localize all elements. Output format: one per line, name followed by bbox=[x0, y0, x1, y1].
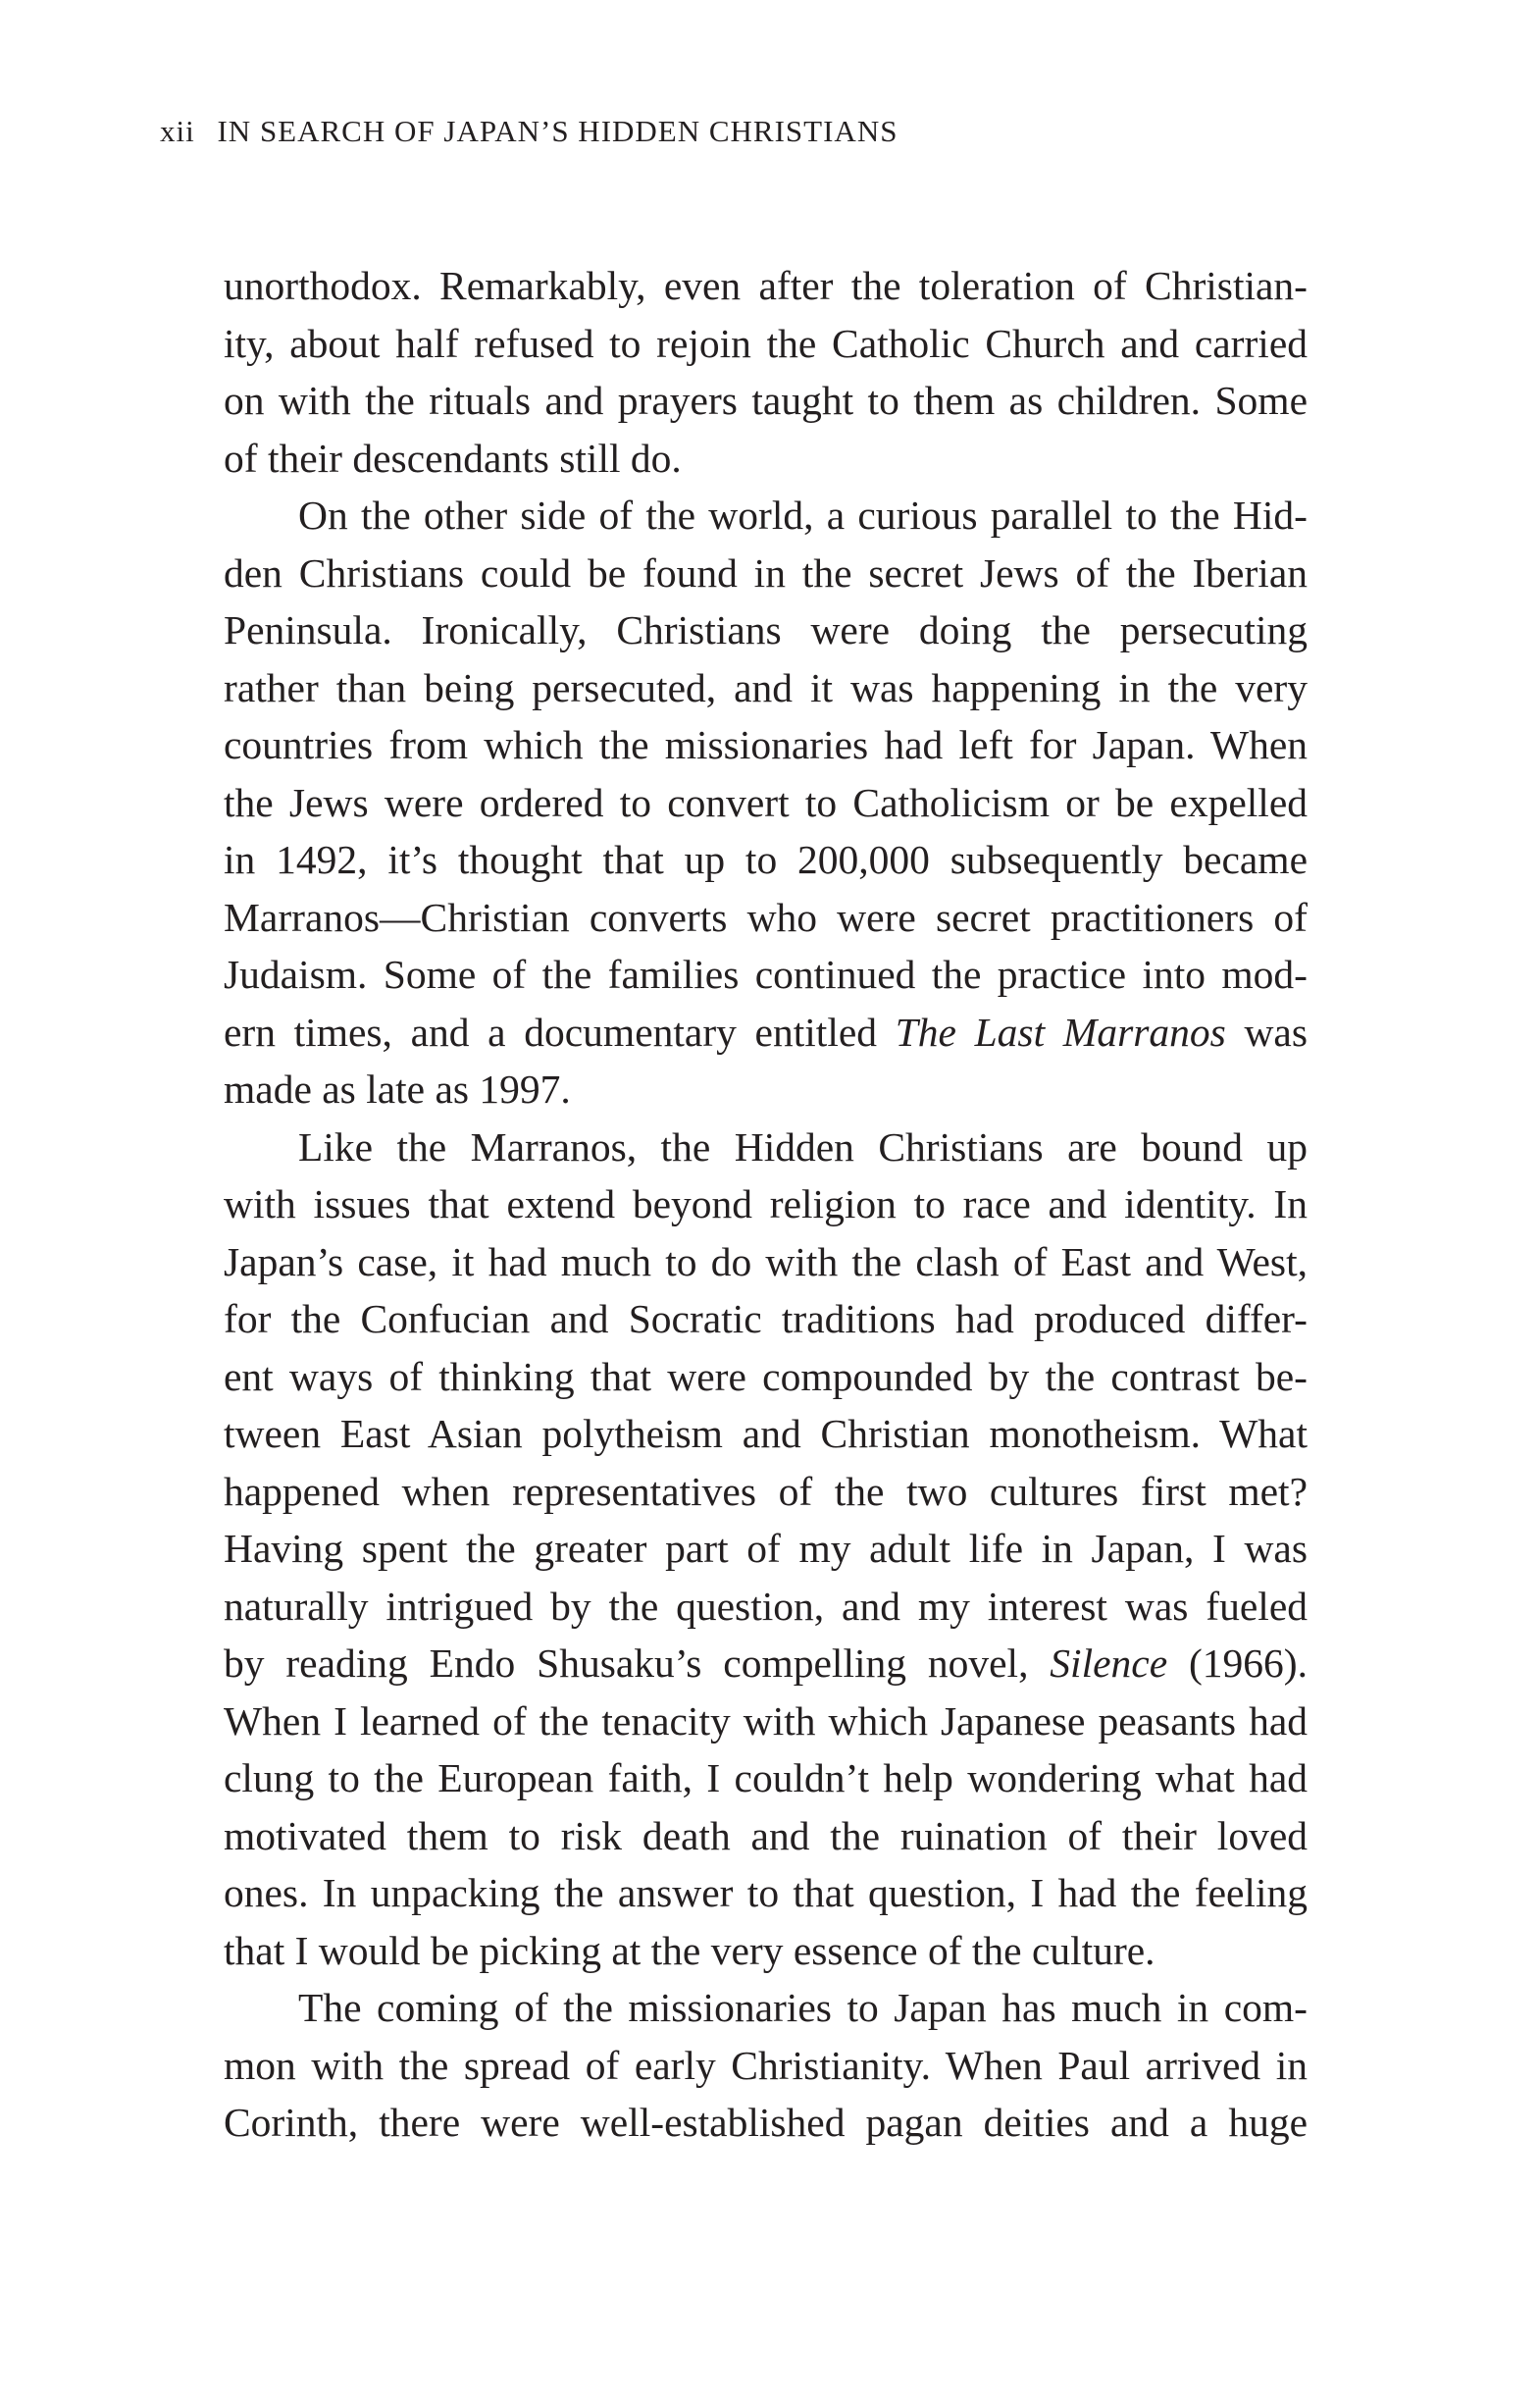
text-run: with issues that extend beyond religion to race and identity. In bbox=[224, 1181, 1308, 1226]
text-run: in 1492, it’s thought that up to 200,000 subsequently became bbox=[224, 837, 1308, 882]
text-line bbox=[224, 545, 1308, 602]
text-run: the Jews were ordered to convert to Catholicism or be expelled bbox=[224, 779, 1308, 825]
text-run: Having spent the greater part of my adult life in Japan, I was bbox=[224, 1526, 1308, 1571]
italic-title: Silence bbox=[1050, 1640, 1168, 1686]
text-run: made as late as 1997. bbox=[224, 1067, 571, 1112]
text-run: by reading Endo Shusaku’s compelling novel, bbox=[224, 1640, 1051, 1686]
text-line bbox=[224, 889, 1308, 947]
text-run: Like the Marranos, the Hidden Christians are bound up bbox=[298, 1123, 1308, 1170]
text-line bbox=[224, 831, 1308, 889]
text-line bbox=[224, 1233, 1308, 1291]
text-line bbox=[224, 1463, 1308, 1521]
text-line bbox=[224, 659, 1308, 717]
book-title-header: IN SEARCH OF JAPAN’S HIDDEN CHRISTIANS bbox=[217, 114, 898, 148]
text-run: for the Confucian and Socratic traditions had produced differ- bbox=[224, 1296, 1308, 1341]
paragraph bbox=[224, 1979, 1308, 2152]
text-run: was bbox=[1225, 1009, 1308, 1055]
text-line bbox=[224, 2094, 1308, 2152]
text-line bbox=[224, 1061, 1308, 1119]
text-line bbox=[224, 774, 1308, 832]
page-number: xii bbox=[160, 114, 195, 148]
text-line bbox=[224, 1807, 1308, 1865]
text-line bbox=[224, 1692, 1308, 1750]
text-line bbox=[224, 1864, 1308, 1922]
text-line bbox=[224, 1635, 1308, 1692]
text-run: ent ways of thinking that were compounded by the contrast be- bbox=[224, 1353, 1308, 1399]
text-run: Marranos—Christian converts who were secret practitioners of bbox=[224, 894, 1308, 940]
text-run: den Christians could be found in the secret Jews of the Iberian bbox=[224, 549, 1308, 596]
text-run: clung to the European faith, I couldn’t help wondering what had bbox=[224, 1755, 1308, 1800]
text-line bbox=[224, 1922, 1308, 1980]
text-line bbox=[224, 1749, 1308, 1807]
text-line bbox=[224, 1520, 1308, 1578]
text-run: Japan’s case, it had much to do with the clash of East and West, bbox=[224, 1238, 1308, 1284]
text-run: on with the rituals and prayers taught to them as children. Some bbox=[224, 378, 1308, 423]
text-line bbox=[224, 430, 1308, 488]
text-run: Judaism. Some of the families continued the practice into mod- bbox=[224, 952, 1308, 997]
text-run: that I would be picking at the very essence of the culture. bbox=[224, 1927, 1155, 1973]
running-head bbox=[160, 116, 898, 146]
text-line bbox=[224, 1578, 1308, 1636]
text-run: When I learned of the tenacity with which Japanese peasants had bbox=[224, 1697, 1308, 1744]
text-line bbox=[224, 1290, 1308, 1348]
text-line bbox=[224, 1348, 1308, 1406]
text-line bbox=[224, 1979, 1308, 2037]
text-run: On the other side of the world, a curious parallel to the Hid- bbox=[298, 493, 1308, 538]
text-line bbox=[224, 1405, 1308, 1463]
text-run: rather than being persecuted, and it was happening in the very bbox=[224, 664, 1308, 710]
text-line bbox=[224, 1175, 1308, 1233]
text-line bbox=[224, 315, 1308, 373]
text-run: happened when representatives of the two cultures first met? bbox=[224, 1468, 1308, 1514]
text-run: (1966). bbox=[1167, 1640, 1308, 1686]
text-run: naturally intrigued by the question, and my interest was fueled bbox=[224, 1583, 1308, 1629]
text-line bbox=[224, 601, 1308, 659]
text-run: Corinth, there were well-established pagan deities and a huge bbox=[224, 2100, 1308, 2145]
text-line bbox=[224, 1004, 1308, 1062]
text-run: The coming of the missionaries to Japan has much in com- bbox=[298, 1985, 1308, 2030]
text-run: ern times, and a documentary entitled bbox=[224, 1009, 896, 1055]
text-run: ity, about half refused to rejoin the Catholic Church and carried bbox=[224, 320, 1308, 366]
paragraph bbox=[224, 1119, 1308, 1980]
italic-title: The Last Marranos bbox=[895, 1009, 1226, 1055]
text-line bbox=[224, 716, 1308, 774]
text-line bbox=[224, 487, 1308, 545]
paragraph bbox=[224, 257, 1308, 487]
text-line bbox=[224, 372, 1308, 430]
text-run: countries from which the missionaries had left for Japan. When bbox=[224, 722, 1308, 767]
text-line bbox=[224, 257, 1308, 315]
paragraph bbox=[224, 487, 1308, 1119]
text-run: ones. In unpacking the answer to that question, I had the feeling bbox=[224, 1870, 1308, 1915]
text-line bbox=[224, 2037, 1308, 2095]
text-line bbox=[224, 1119, 1308, 1176]
body-text bbox=[224, 257, 1308, 2152]
text-run: motivated them to risk death and the ruination of their loved bbox=[224, 1812, 1308, 1858]
text-run: of their descendants still do. bbox=[224, 435, 682, 481]
text-run: unorthodox. Remarkably, even after the toleration of Christian- bbox=[224, 263, 1308, 308]
text-line bbox=[224, 946, 1308, 1004]
text-run: mon with the spread of early Christianity. When Paul arrived in bbox=[224, 2042, 1308, 2088]
text-run: tween East Asian polytheism and Christian monotheism. What bbox=[224, 1411, 1308, 1456]
text-run: Peninsula. Ironically, Christians were doing the persecuting bbox=[224, 607, 1308, 652]
